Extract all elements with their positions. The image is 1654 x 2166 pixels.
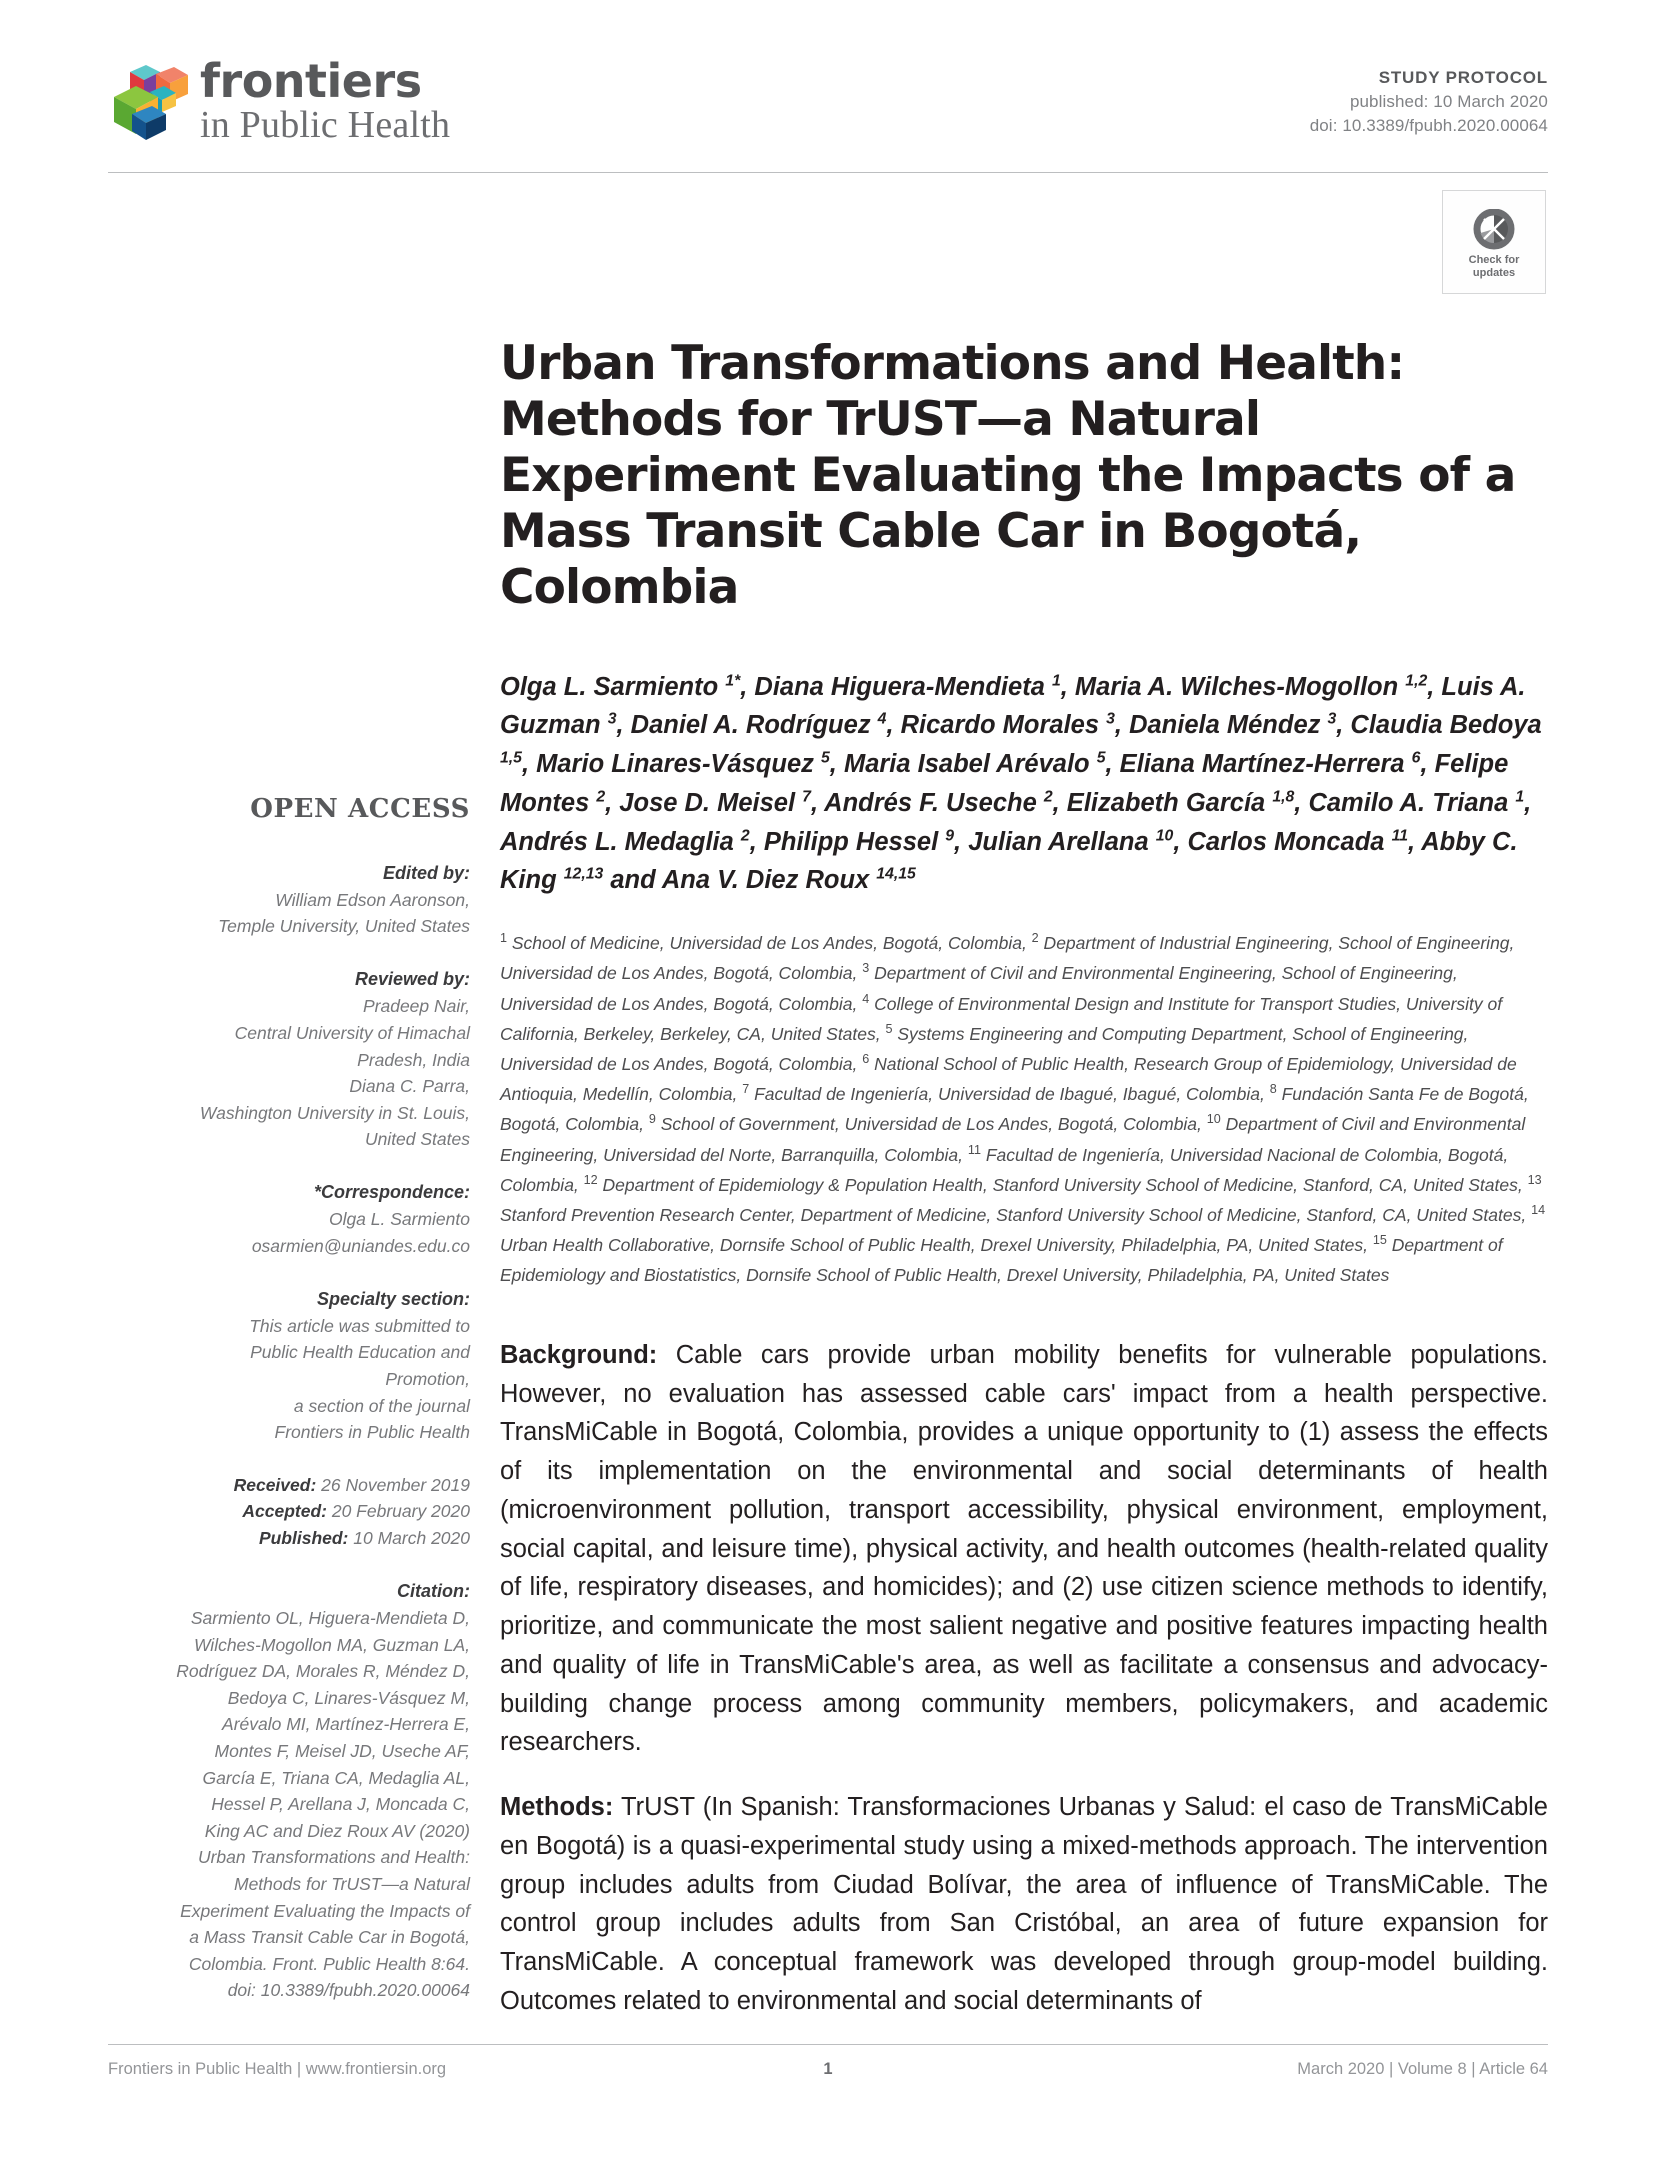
crossmark-label-line2: updates — [1472, 266, 1516, 279]
published-date: published: 10 March 2020 — [1349, 92, 1548, 112]
article-sidebar — [108, 790, 470, 2030]
citation-line: Urban Transformations and Health: — [197, 1847, 470, 1868]
reviewed-by-line: Pradesh, India — [357, 1049, 470, 1070]
published-date-row — [108, 1525, 470, 1552]
accepted-label: Accepted: — [242, 1501, 327, 1522]
article-dates-block — [108, 1472, 470, 1552]
citation-line: Methods for TrUST—a Natural — [234, 1873, 470, 1894]
citation-line: García E, Triana CA, Medaglia AL, — [202, 1767, 470, 1788]
reviewed-by-line: Central University of Himachal — [234, 1023, 470, 1044]
abstract-background-text: Cable cars provide urban mobility benefits for vulnerable populations. However, no evaluation has assessed cable cars' impact from a health perspective. TransMiCable in Bogotá, Colombia, provides a unique opportunity to (1) assess the effects of its implementation on the environmental and social determinants of health (microenvironment pollution, transport accessibility, physical environment, employment, social capital, and leisure time), physical activity, and health outcomes (health-related quality of life, respiratory diseases, and homicides); and (2) use citizen science methods to identify, prioritize, and communicate the most salient negative and positive features impacting health and quality of life in TransMiCable's area, as well as facilitate a consensus and advocacy-building change process among community members, policymakers, and academic researchers. — [500, 1340, 1548, 1757]
abstract-background-paragraph — [500, 1336, 1548, 1762]
specialty-line: Frontiers in Public Health — [274, 1422, 470, 1443]
crossmark-icon — [1468, 209, 1520, 251]
specialty-section-label: Specialty section: — [316, 1288, 470, 1309]
masthead — [108, 52, 1548, 160]
received-value: 26 November 2019 — [316, 1474, 470, 1495]
specialty-line: This article was submitted to — [249, 1315, 470, 1336]
crossmark-label-line1: Check for — [1468, 253, 1520, 266]
edited-by-label: Edited by: — [382, 862, 470, 883]
abstract-methods-paragraph — [500, 1788, 1548, 2021]
abstract-methods-label: Methods: — [500, 1793, 614, 1822]
footer-page-number: 1 — [823, 2060, 833, 2078]
author-list: Olga L. Sarmiento $^{1*}$, Diana Higuera-Mendieta $^1$, Maria A. Wilches-Mogollon $^{1,2}$, Luis A. Guzman $^3$, Daniel A. Rodríguez $^4$, Ricardo Morales $^3$, Daniela Méndez $^3$, Claudia Bedoya $^{1,5}$, Mario Linares-Vásquez $^5$, Maria Isabel Arévalo $^5$, Eliana Martínez-Herrera $^6$, Felipe Montes $^2$, Jose D. Meisel $^7$, Andrés F. Useche $^2$, Elizabeth García $^{1,8}$, Camilo A. Triana $^1$, Andrés L. Medaglia $^2$, Philipp Hessel $^9$, Julian Arellana $^{10}$, Carlos Moncada $^{11}$, Abby C. King $^{12,13}$ and Ana V. Diez Roux $^{14,15}$ — [500, 672, 1542, 895]
footer-volume-article: March 2020 | Volume 8 | Article 64 — [1297, 2060, 1548, 2078]
citation-line: Montes F, Meisel JD, Useche AF, — [214, 1740, 470, 1761]
reviewed-by-line: United States — [364, 1129, 470, 1150]
citation-line: Experiment Evaluating the Impacts of — [180, 1900, 470, 1921]
accepted-date-row — [108, 1498, 470, 1525]
reviewed-by-block — [108, 966, 470, 1153]
reviewed-by-line: Washington University in St. Louis, — [199, 1102, 470, 1123]
footer-divider — [108, 2044, 1548, 2045]
footer-journal-url[interactable]: Frontiers in Public Health | www.frontiersin.org — [108, 2060, 447, 2078]
published-value: 10 March 2020 — [348, 1528, 470, 1549]
citation-line: Sarmiento OL, Higuera-Mendieta D, — [190, 1608, 470, 1628]
logo-brand-text: frontiers — [200, 54, 422, 108]
citation-line: Hessel P, Arellana J, Moncada C, — [211, 1794, 470, 1815]
edited-by-lines — [108, 887, 470, 940]
citation-line: Arévalo MI, Martínez-Herrera E, — [222, 1714, 470, 1735]
reviewed-by-lines — [108, 993, 470, 1153]
citation-line: a Mass Transit Cable Car in Bogotá, — [189, 1927, 470, 1948]
page-title: Urban Transformations and Health: Methods for TrUST—a Natural Experiment Evaluating the Impacts of a Mass Transit Cable Car in Bogotá, Colombia — [500, 336, 1516, 615]
specialty-section-block — [108, 1286, 470, 1446]
reviewed-by-label: Reviewed by: — [354, 969, 470, 990]
header-divider — [108, 172, 1548, 173]
affiliations-list: $^1$ School of Medicine, Universidad de Los Andes, Bogotá, Colombia, $^2$ Department of Industrial Engineering, School of Engineering, Universidad de Los Andes, Bogotá, Colombia, $^3$ Department of Civil and Environmental Engineering, School of Engineering, Universidad de Los Andes, Bogotá, Colombia, $^4$ College of Environmental Design and Institute for Transport Studies, University of California, Berkeley, Berkeley, CA, United States, $^5$ Systems Engineering and Computing Department, School of Engineering, Universidad de Los Andes, Bogotá, Colombia, $^6$ National School of Public Health, Research Group of Epidemiology, Universidad de Antioquia, Medellín, Colombia, $^7$ Facultad de Ingeniería, Universidad de Ibagué, Ibagué, Colombia, $^8$ Fundación Santa Fe de Bogotá, Bogotá, Colombia, $^9$ School of Government, Universidad de Los Andes, Bogotá, Colombia, $^{10}$ Department of Civil and Environmental Engineering, Universidad del Norte, Barranquilla, Colombia, $^{11}$ Facultad de Ingeniería, Universidad Nacional de Colombia, Bogotá, Colombia, $^{12}$ Department of Epidemiology & Population Health, Stanford University School of Medicine, Stanford, CA, United States, $^{13}$ Stanford Prevention Research Center, Department of Medicine, Stanford University School of Medicine, Stanford, CA, United States, $^{14}$ Urban Health Collaborative, Dornsife School of Public Health, Drexel University, Philadelphia, PA, United States, $^{15}$ Department of Epidemiology and Biostatistics, Dornsife School of Public Health, Drexel University, Philadelphia, PA, United States — [500, 931, 1546, 1285]
citation-line: Rodríguez DA, Morales R, Méndez D, — [176, 1661, 470, 1682]
specialty-line: Public Health Education and — [250, 1342, 470, 1363]
doi-line[interactable]: doi: 10.3389/fpubh.2020.00064 — [1309, 116, 1548, 136]
citation-label: Citation: — [397, 1580, 470, 1601]
edited-by-line: Temple University, United States — [218, 916, 470, 937]
specialty-line: a section of the journal — [293, 1395, 470, 1416]
accepted-value: 20 February 2020 — [326, 1501, 470, 1522]
open-access-label: OPEN ACCESS — [250, 794, 470, 824]
reviewed-by-line: Diana C. Parra, — [349, 1076, 470, 1097]
citation-line: Colombia. Front. Public Health 8:64. — [188, 1953, 470, 1974]
published-label: Published: — [258, 1528, 349, 1549]
specialty-line: Promotion, — [385, 1369, 470, 1390]
logo-journal-text: in Public Health — [200, 104, 451, 146]
received-date-row — [108, 1472, 470, 1499]
correspondence-email[interactable]: osarmien@uniandes.edu.co — [251, 1235, 470, 1256]
edited-by-block — [108, 860, 470, 941]
correspondence-block — [108, 1179, 470, 1260]
article-header-meta — [1310, 66, 1548, 138]
page-footer — [108, 2060, 1548, 2090]
edited-by-line: William Edson Aaronson, — [275, 889, 470, 910]
reviewed-by-line: Pradeep Nair, — [362, 996, 470, 1017]
article-type-label: STUDY PROTOCOL — [1378, 68, 1548, 87]
correspondence-name: Olga L. Sarmiento — [328, 1209, 470, 1230]
correspondence-label: *Correspondence: — [313, 1181, 470, 1202]
citation-line: King AC and Diez Roux AV (2020) — [204, 1820, 470, 1841]
citation-line: Bedoya C, Linares-Vásquez M, — [227, 1687, 470, 1708]
abstract-background-label: Background: — [500, 1340, 658, 1369]
check-for-updates-badge[interactable] — [1442, 190, 1546, 294]
received-label: Received: — [233, 1474, 317, 1495]
abstract-methods-text: TrUST (In Spanish: Transformaciones Urbanas y Salud: el caso de TransMiCable en Bogotá) is a quasi-experimental study using a mixed-methods approach. The intervention group includes adults from Ciudad Bolívar, the area of influence of TransMiCable. The control group includes adults from San Cristóbal, an area of future expansion for TransMiCable. A conceptual framework was developed through group-model building. Outcomes related to environmental and social determinants of — [500, 1793, 1548, 2015]
journal-logo[interactable] — [108, 52, 450, 144]
frontiers-cubes-logo-icon — [108, 52, 192, 144]
citation-block — [108, 1578, 470, 2004]
citation-line: Wilches-Mogollon MA, Guzman LA, — [193, 1634, 470, 1655]
citation-doi[interactable]: doi: 10.3389/fpubh.2020.00064 — [227, 1980, 470, 2001]
article-main-column — [500, 336, 1548, 2047]
